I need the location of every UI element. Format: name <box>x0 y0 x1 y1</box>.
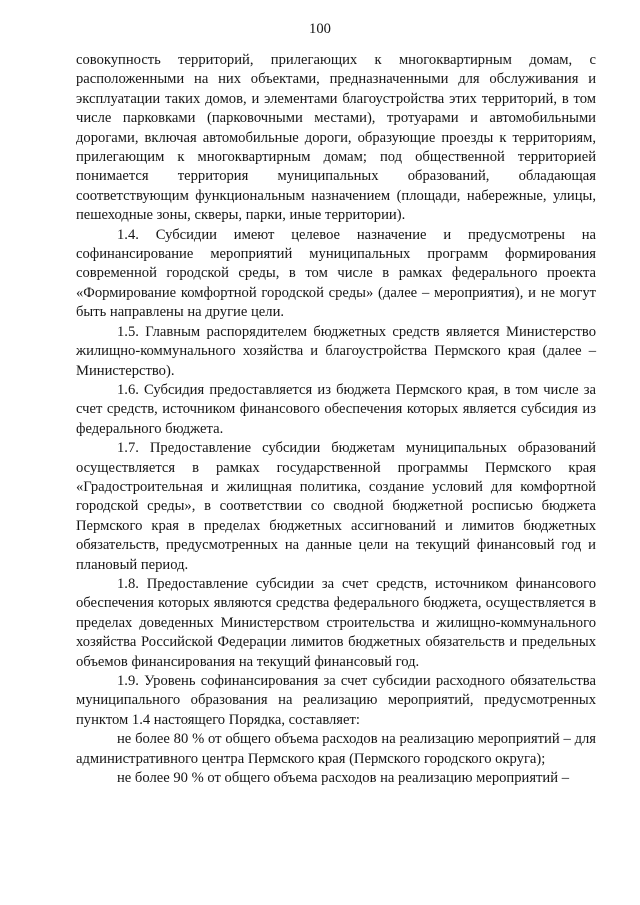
document-body <box>76 51 596 788</box>
paragraph-1-8: 1.8. Предоставление субсидии за счет средств, источником финансового обеспечения которых являются средства федерального бюджета, осуществляется в пределах доведенных Министерством строительства и жилищно-коммунального хозяйства Российской Федерации лимитов бюджетных обязательств и предельных объемов финансирования на текущий финансовый год. <box>76 575 596 670</box>
paragraph-1-6: 1.6. Субсидия предоставляется из бюджета Пермского края, в том числе за счет средств, источником финансового обеспечения которых является субсидия из федерального бюджета. <box>76 381 596 437</box>
paragraph-1-5: 1.5. Главным распорядителем бюджетных средств является Министерство жилищно-коммунального хозяйства и благоустройства Пермского края (далее – Министерство). <box>76 323 596 379</box>
paragraph-definition-continuation: совокупность территорий, прилегающих к многоквартирным домам, с расположенными на них объектами, предназначенными для обслуживания и эксплуатации таких домов, и элементами благоустройства этих территорий, в том числе парковками (парковочными местами), тротуарами и автомобильными дорогами, включая автомобильные дороги, образующие проезды к территориям, прилегающим к многоквартирным домам; под общественной территорией понимается территория муниципальных образований, обладающая соответствующим функциональным назначением (площади, набережные, улицы, пешеходные зоны, скверы, парки, иные территории). <box>76 52 596 224</box>
paragraph-1-4: 1.4. Субсидии имеют целевое назначение и предусмотрены на софинансирование мероприятий муниципальных программ формирования современной городской среды, в том числе в рамках федерального проекта «Формирование комфортной городской среды» (далее – мероприятия), и не могут быть направлены на другие цели. <box>76 226 596 321</box>
paragraph-rate-90: не более 90 % от общего объема расходов на реализацию мероприятий – <box>117 770 569 787</box>
paragraph-rate-80: не более 80 % от общего объема расходов на реализацию мероприятий – для административного центра Пермского края (Пермского городского округа); <box>76 731 596 767</box>
page-number: 100 <box>309 21 331 37</box>
paragraph-1-7: 1.7. Предоставление субсидии бюджетам муниципальных образований осуществляется в рамках государственной программы Пермского края «Градостроительная и жилищная политика, создание условий для комфортной городской среды», в соответствии со сводной бюджетной росписью бюджета Пермского края в пределах бюджетных ассигнований и лимитов бюджетных обязательств, предусмотренных на данные цели на текущий финансовый год и плановый период. <box>76 440 596 573</box>
paragraph-1-9: 1.9. Уровень софинансирования за счет субсидии расходного обязательства муниципального образования на реализацию мероприятий, предусмотренных пунктом 1.4 настоящего Порядка, составляет: <box>76 673 596 728</box>
